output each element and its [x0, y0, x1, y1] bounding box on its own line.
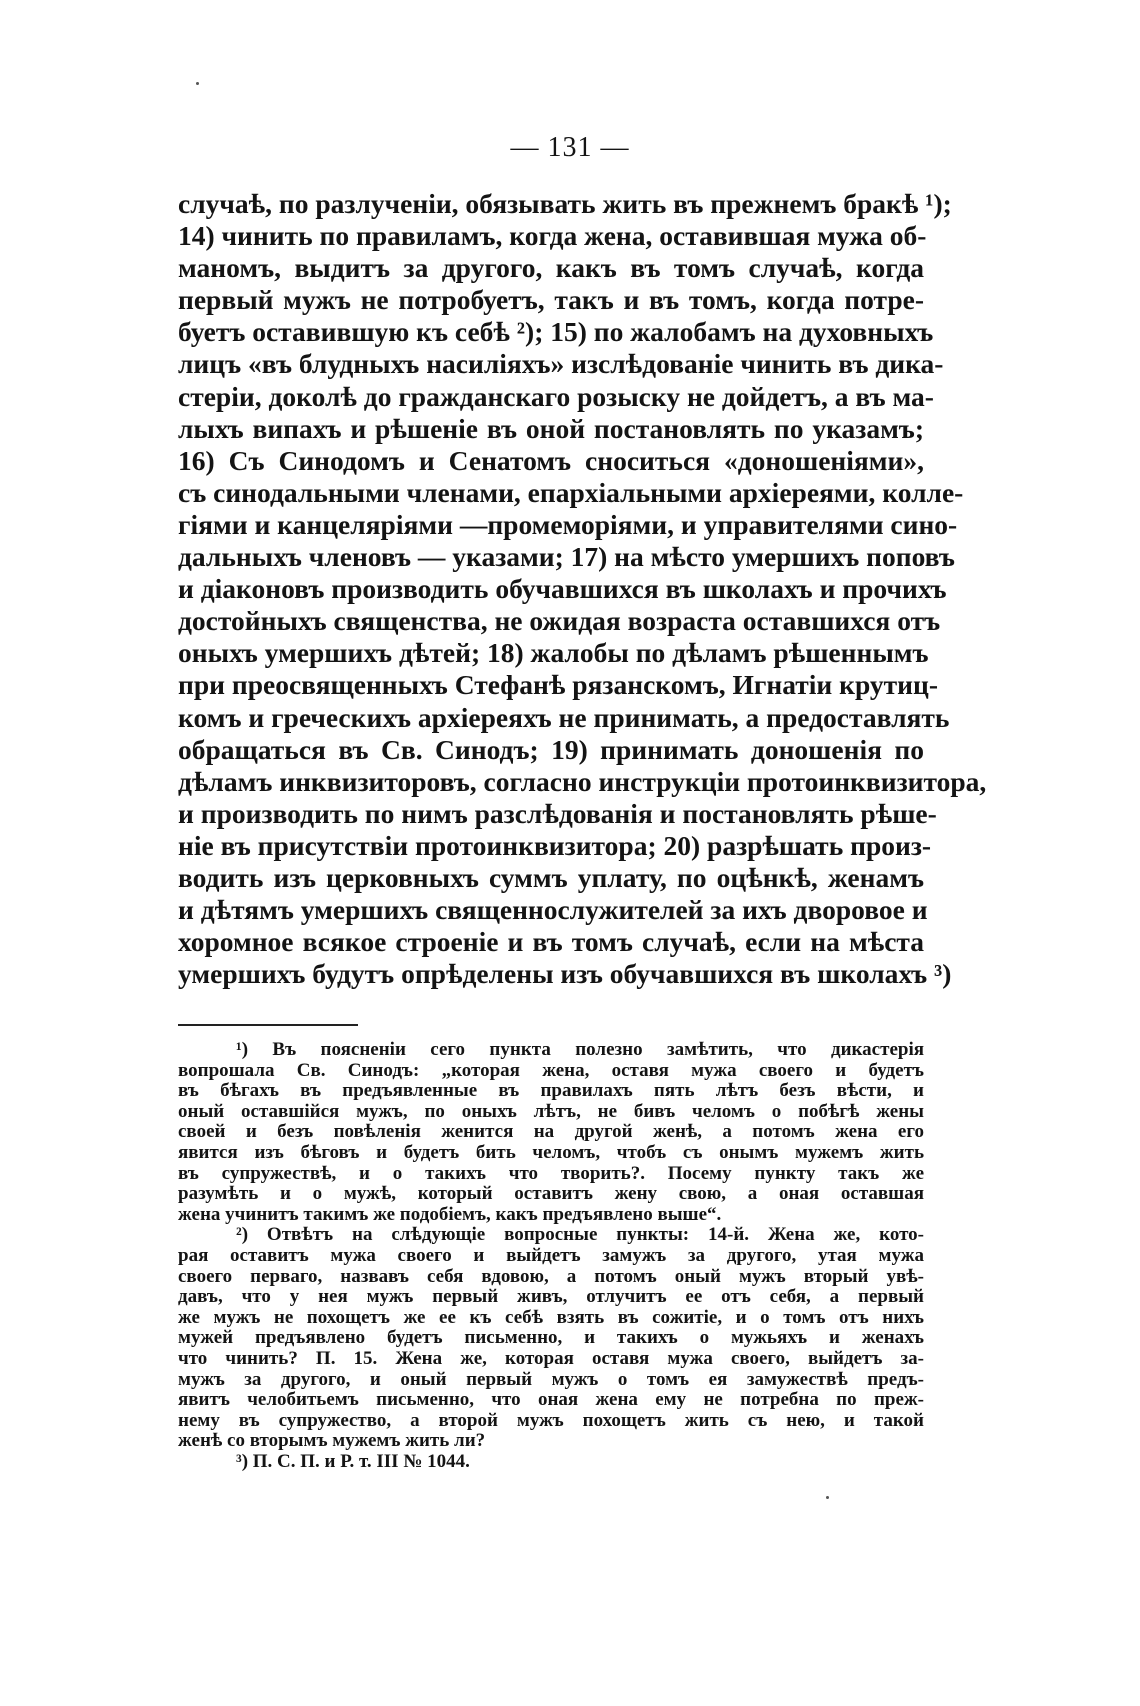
footnote-line: ²) Отвѣтъ на слѣдующіе вопросные пункты: 14-й. Жена же, кото- — [236, 1224, 924, 1246]
text-line: ніе въ присутствіи протоинквизитора; 20) разрѣшать произ- — [178, 829, 932, 861]
text-line: дѣламъ инквизиторовъ, согласно инструкціи протоинквизитора, — [178, 765, 987, 797]
footnote-line: ¹) Въ поясненіи сего пункта полезно замѣтить, что дикастерія — [236, 1039, 924, 1060]
text-line: стеріи, доколѣ до гражданскаго розыску не дойдетъ, а въ ма- — [178, 380, 934, 412]
text-line: и дѣтямъ умершихъ священнослужителей за ихъ дворовое и — [178, 894, 928, 926]
footnote-line: мужъ за другого, и оный первый мужъ о томъ ея замужествѣ предъ- — [178, 1368, 924, 1390]
footnote-line: жена учинитъ такимъ же подобіемъ, какъ предъявлено выше“. — [178, 1203, 722, 1225]
text-line: при преосвященныхъ Стефанѣ рязанскомъ, Игнатіи крутиц- — [178, 669, 939, 701]
text-line: первый мужъ не потробуетъ, такъ и въ томъ, когда потре- — [178, 284, 924, 316]
text-line: буетъ оставившую къ себѣ ²); 15) по жалобамъ на духовныхъ — [178, 316, 934, 348]
text-line: оныхъ умершихъ дѣтей; 18) жалобы по дѣламъ рѣшеннымъ — [178, 637, 929, 669]
footnote-line: что чинить? П. 15. Жена же, которая оставя мужа своего, выйдетъ за- — [178, 1347, 924, 1369]
footnote-line: ³) П. С. П. и Р. т. III № 1044. — [236, 1450, 470, 1472]
text-line: водить изъ церковныхъ суммъ уплату, по оцѣнкѣ, женамъ — [178, 861, 924, 893]
footnote-line: оный оставшійся мужъ, по оныхъ лѣтъ, не бивъ челомъ о побѣгѣ жены — [178, 1100, 924, 1122]
text-line: умершихъ будутъ опрѣделены изъ обучавшихся въ школахъ ³) — [178, 958, 952, 990]
footnote-line: своего перваго, назвавъ себя вдовою, а потомъ оный мужъ вторый увѣ- — [178, 1265, 924, 1287]
text-line: случаѣ, по разлученіи, обязывать жить въ прежнемъ бракѣ ¹); — [178, 188, 952, 219]
footnotes — [178, 1040, 924, 1472]
text-line: комъ и греческихъ архіереяхъ не принимать, а предоставлять — [178, 701, 950, 733]
text-line: съ синодальными членами, епархіальными архіереями, колле- — [178, 476, 964, 508]
text-line: лыхъ випахъ и рѣшеніе въ оной постановлять по указамъ; — [178, 412, 924, 444]
footnote-divider — [178, 1024, 358, 1026]
text-line: обращаться въ Св. Синодъ; 19) принимать доношенія по — [178, 733, 924, 765]
footnote-line: въ супружествѣ, и о такихъ что творить?. Посему пункту такъ же — [178, 1162, 924, 1184]
footnote-line: разумѣть и о мужѣ, который оставитъ жену свою, а оная оставшая — [178, 1183, 924, 1205]
text-line: достойныхъ священства, не ожидая возраста оставшихся отъ — [178, 605, 941, 637]
footnote-line: женѣ со вторымъ мужемъ жить ли? — [178, 1430, 486, 1452]
text-line: гіями и канцеляріями —промеморіями, и управителями сино- — [178, 508, 958, 540]
text-line: и діаконовъ производить обучавшихся въ школахъ и прочихъ — [178, 573, 947, 605]
footnote-line: рая оставитъ мужа своего и выйдетъ замужъ за другого, утая мужа — [178, 1244, 924, 1266]
text-line: 16) Съ Синодомъ и Сенатомъ сноситься «доношеніями», — [178, 444, 924, 476]
footnote-line: явитъ челобитьемъ письменно, что оная жена ему не потребна по преж- — [178, 1389, 924, 1411]
footnote-line: явится изъ бѣговъ и будетъ бить челомъ, чтобъ съ онымъ мужемъ жить — [178, 1141, 924, 1163]
paper-speck — [196, 82, 199, 85]
text-line: и производить по нимъ разслѣдованія и постановлять рѣше- — [178, 797, 937, 829]
paper-speck — [826, 1496, 829, 1499]
footnote-line: нему въ супружество, а второй мужъ похощетъ жить съ нею, и такой — [178, 1409, 924, 1431]
footnote-line: давъ, что у нея мужъ первый живъ, отлучитъ ее отъ себя, а первый — [178, 1286, 924, 1308]
footnote-line: своей и безъ повѣленія женится на другой женѣ, а потомъ жена его — [178, 1121, 924, 1143]
text-line: лицъ «въ блудныхъ насиліяхъ» изслѣдованіе чинить въ дика- — [178, 348, 944, 380]
footnote-line: мужей предъявлено будетъ письменно, и такихъ о мужьяхъ и женахъ — [178, 1327, 924, 1349]
text-line: хоромное всякое строеніе и въ томъ случаѣ, если на мѣста — [178, 926, 924, 958]
footnote-line: вопрошала Св. Синодъ: „которая жена, оставя мужа своего и будетъ — [178, 1059, 924, 1081]
page-number: — 131 — — [510, 132, 630, 163]
text-line: маномъ, выдитъ за другого, какъ въ томъ случаѣ, когда — [178, 252, 924, 284]
text-line: 14) чинить по правиламъ, когда жена, оставившая мужа об- — [178, 220, 927, 252]
footnote-line: же мужъ не похощетъ же ее къ себѣ взять въ сожитіе, и о томъ отъ нихъ — [178, 1306, 924, 1328]
main-text — [178, 188, 987, 990]
footnote-line: въ бѣгахъ въ предъявленные въ правилахъ пять лѣтъ безъ вѣсти, и — [178, 1080, 924, 1102]
text-line: дальныхъ членовъ — указами; 17) на мѣсто умершихъ поповъ — [178, 541, 955, 573]
